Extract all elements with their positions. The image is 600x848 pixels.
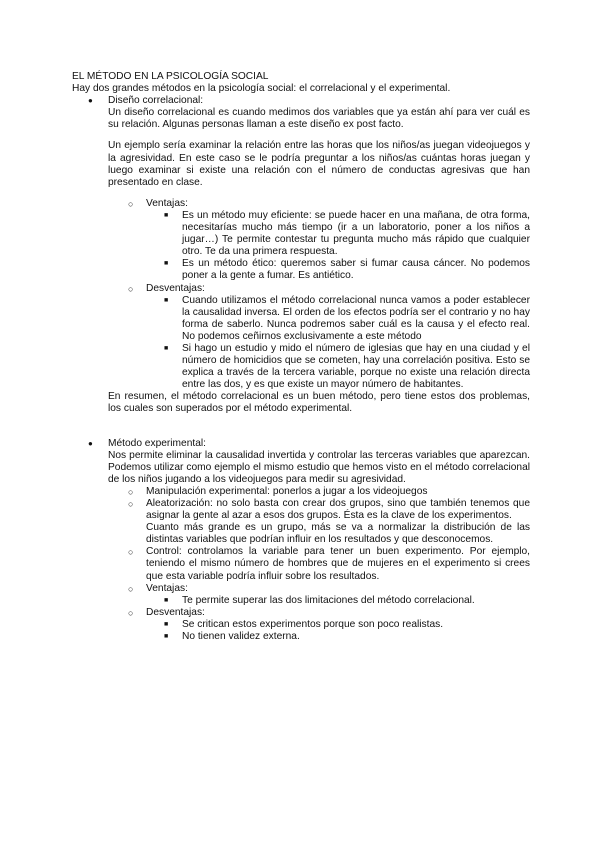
experimental-subpoints	[128, 486, 530, 643]
list-item	[128, 498, 530, 546]
methods-list	[72, 95, 530, 643]
correlational-subpoints	[128, 198, 530, 392]
experimental-definition: Nos permite eliminar la causalidad invertida y controlar las terceras variables que aparezcan. Podemos utilizar como ejemplo el mismo estudio que hemos visto en el método correlacional de los niños jugando a los videojuegos para medir su agresividad.	[108, 449, 530, 485]
list-item: ■ Es un método ético: queremos saber si fumar causa cáncer. No podemos poner a la gente a fumar. Es antiético.	[164, 258, 530, 282]
experimental-advantages-list	[164, 595, 530, 607]
correlational-disadvantages-list	[164, 295, 530, 392]
manipulation-text: ○ Manipulación experimental: ponerlos a jugar a los videojuegos	[146, 485, 428, 497]
list-item: ■ Es un método muy eficiente: se puede hacer en una mañana, de otra forma, necesitarías mucho más tiempo (ir a un laboratorio, poner a los niños a jugar…) Te permite contestar tu pregunta mucho más rápido que cualquier otro. Te da una primera respuesta.	[164, 210, 530, 258]
list-item: ■ Cuando utilizamos el método correlacional nunca vamos a poder establecer la causalidad inversa. El orden de los efectos podría ser el contrario y no hay forma de saberlo. Nunca podremos saber cuál es la causa y el efecto real. No podemos ceñirnos exclusivamente a este método	[164, 295, 530, 343]
correlational-summary: En resumen, el método correlacional es un buen método, pero tiene estos dos problemas, los cuales son superados por el método experimental.	[108, 391, 530, 415]
document-title: EL MÉTODO EN LA PSICOLOGÍA SOCIAL	[72, 71, 269, 82]
list-item	[128, 486, 530, 498]
correlational-definition: Un diseño correlacional es cuando medimos dos variables que ya están ahí para ver cuál es su relación. Algunas personas llaman a este diseño ex post facto.	[108, 107, 530, 131]
experimental-section	[72, 438, 530, 644]
list-item: ■ No tienen validez externa.	[164, 631, 530, 643]
experimental-heading: ● Método experimental:	[108, 437, 206, 449]
experimental-disadvantages-list	[164, 619, 530, 643]
correlational-disadvantages	[128, 283, 530, 392]
correlational-advantages	[128, 198, 530, 283]
intro-paragraph: Hay dos grandes métodos en la psicología social: el correlacional y el experimental.	[72, 83, 451, 95]
list-item: ■ Si hago un estudio y mido el número de iglesias que hay en una ciudad y el número de homicidios que se cometen, hay una correlación positiva. Esto se explica a través de la tercera variable, porque no existe una relación directa entre las dos, y es que existe un mayor número de habitantes.	[164, 343, 530, 391]
correlational-section	[72, 95, 530, 415]
correlational-example: Un ejemplo sería examinar la relación entre las horas que los niños/as juegan videojuegos y la agresividad. En este caso se le podría preguntar a los niños/as cuántas horas juegan y luego examinar si existe una relación con el número de conductas agresivas que han presentado en clase.	[108, 140, 530, 188]
advantages-label: ○ Ventajas:	[146, 582, 188, 594]
correlational-advantages-list	[164, 210, 530, 283]
list-item	[128, 546, 530, 582]
experimental-advantages	[128, 583, 530, 607]
randomization-extra-text: Cuanto más grande es un grupo, más se va a normalizar la distribución de las distintas variables que podrían influir en los resultados y que desconocemos.	[146, 522, 530, 546]
list-item: ■ Se critican estos experimentos porque son poco realistas.	[164, 619, 530, 631]
experimental-disadvantages	[128, 607, 530, 643]
randomization-text: ○ Aleatorización: no solo basta con crear dos grupos, sino que también tenemos que asignar la gente al azar a esos dos grupos. Ésta es la clave de los experimentos.	[146, 498, 530, 522]
advantages-label: ○ Ventajas:	[146, 197, 188, 209]
correlational-heading: ● Diseño correlacional:	[108, 95, 204, 107]
disadvantages-label: ○ Desventajas:	[146, 282, 205, 294]
disadvantages-label: ○ Desventajas:	[146, 606, 205, 618]
control-text: ○ Control: controlamos la variable para tener un buen experimento. Por ejemplo, teniendo el mismo número de hombres que de mujeres en el experimento si crees que esta variable podría influir sobre los resultados.	[146, 546, 530, 582]
list-item: ■ Te permite superar las dos limitaciones del método correlacional.	[164, 595, 530, 607]
